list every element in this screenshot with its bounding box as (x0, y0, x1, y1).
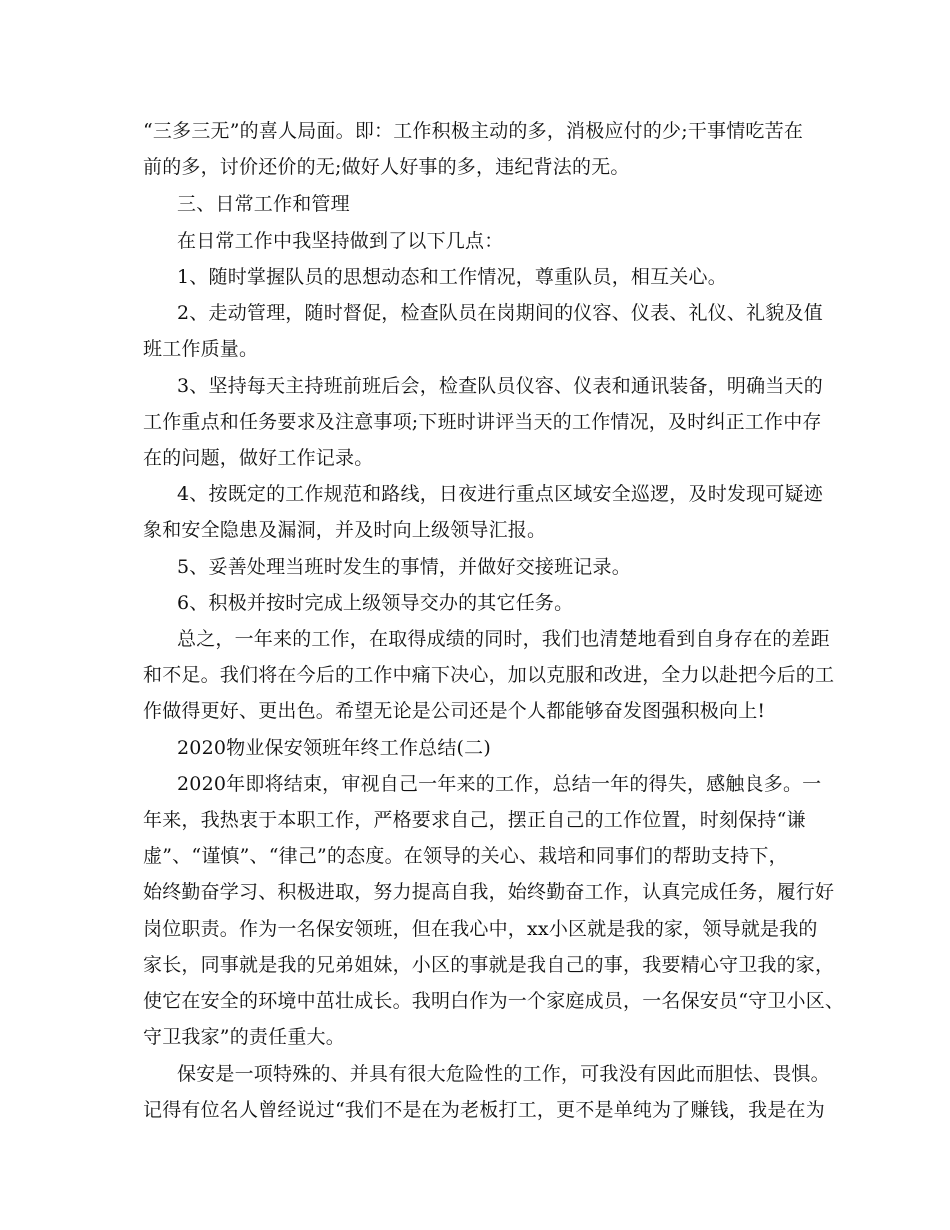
list-item-continuation: 班工作质量。 (143, 338, 259, 360)
paragraph-line: 作做得更好、更出色。希望无论是公司还是个人都能够奋发图强积极向上! (143, 700, 766, 722)
list-item-continuation: 在的问题，做好工作记录。 (143, 447, 374, 469)
paragraph-line: 保安是一项特殊的、并具有很大危险性的工作，可我没有因此而胆怯、畏惧。 (177, 1063, 830, 1085)
section-heading: 三、日常工作和管理 (177, 193, 350, 215)
list-item: 1、随时掌握队员的思想动态和工作情况，尊重队员，相互关心。 (177, 266, 727, 288)
paragraph-line: 岗位职责。作为一名保安领班，但在我心中，xx小区就是我的家，领导就是我的 (143, 918, 818, 940)
paragraph-line: 和不足。我们将在今后的工作中痛下决心，加以克服和改进，全力以赴把今后的工 (143, 664, 835, 686)
paragraph-line: 在日常工作中我坚持做到了以下几点： (177, 230, 504, 252)
paragraph-line: 使它在安全的环境中茁壮成长。我明白作为一个家庭成员，一名保安员“守卫小区、 (143, 990, 845, 1012)
paragraph-line: 始终勤奋学习、积极进取，努力提高自我，始终勤奋工作，认真完成任务，履行好 (143, 881, 835, 903)
list-item-continuation: 象和安全隐患及漏洞，并及时向上级领导汇报。 (143, 519, 547, 541)
section-title: 2020物业保安领班年终工作总结(二) (177, 737, 491, 759)
list-item: 4、按既定的工作规范和路线，日夜进行重点区域安全巡逻，及时发现可疑迹 (177, 483, 823, 505)
paragraph-line: 总之，一年来的工作，在取得成绩的同时，我们也清楚地看到自身存在的差距 (177, 628, 830, 650)
paragraph-line: 前的多，讨价还价的无;做好人好事的多，违纪背法的无。 (143, 156, 630, 178)
list-item-continuation: 工作重点和任务要求及注意事项;下班时讲评当天的工作情况，及时纠正工作中存 (143, 411, 822, 433)
paragraph-line: 记得有位名人曾经说过“我们不是在为老板打工，更不是单纯为了赚钱，我是在为 (143, 1099, 825, 1121)
paragraph-line: 家长，同事就是我的兄弟姐妹，小区的事就是我自己的事，我要精心守卫我的家， (143, 954, 835, 976)
paragraph-line: 虚”、“谨慎”、“律己”的态度。在领导的关心、栽培和同事们的帮助支持下， (143, 845, 788, 867)
list-item: 3、坚持每天主持班前班后会，检查队员仪容、仪表和通讯装备，明确当天的 (177, 375, 823, 397)
paragraph-line: 2020年即将结束，审视自己一年来的工作，总结一年的得失，感触良多。一 (177, 773, 822, 795)
paragraph-line: “三多三无”的喜人局面。即：工作积极主动的多，消极应付的少;干事情吃苦在 (143, 120, 804, 142)
list-item: 6、积极并按时完成上级领导交办的其它任务。 (177, 592, 574, 614)
paragraph-line: 守卫我家”的责任重大。 (143, 1026, 345, 1048)
list-item: 5、妥善处理当班时发生的事情，并做好交接班记录。 (177, 556, 631, 578)
paragraph-line: 年来，我热衷于本职工作，严格要求自己，摆正自己的工作位置，时刻保持“谦 (143, 809, 806, 831)
list-item: 2、走动管理，随时督促，检查队员在岗期间的仪容、仪表、礼仪、礼貌及值 (177, 302, 823, 324)
